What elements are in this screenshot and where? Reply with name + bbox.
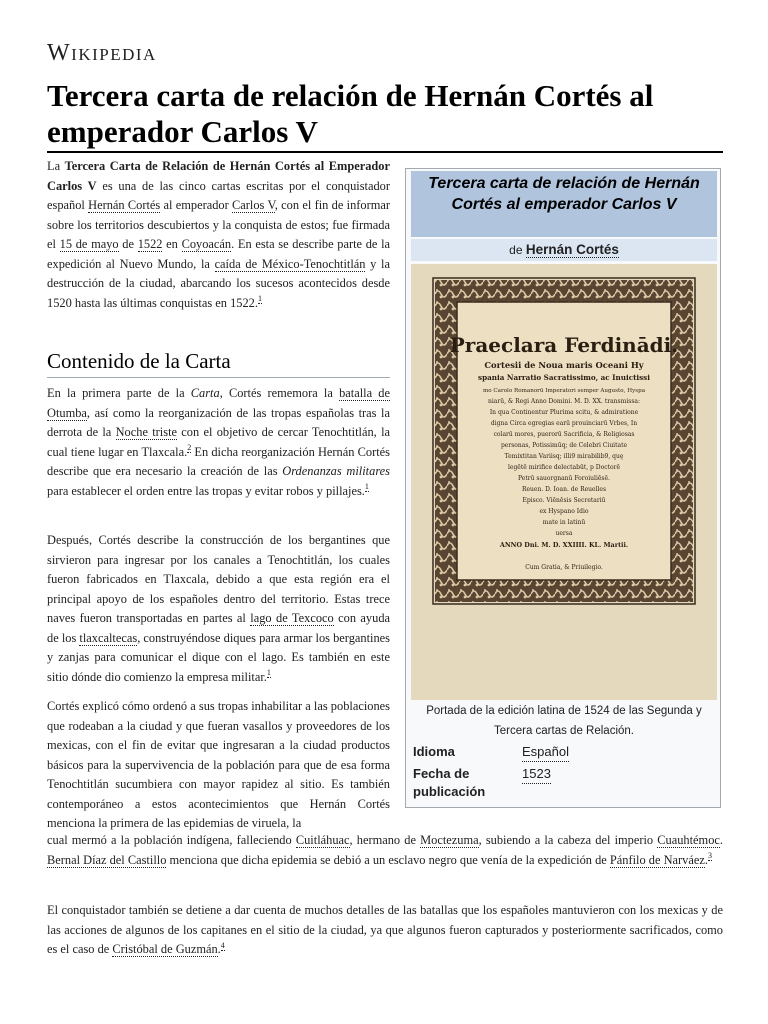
link-panfilo-de-narvaez[interactable]: Pánfilo de Narváez <box>609 852 705 867</box>
text: al emperador <box>160 198 233 212</box>
text: con el objetivo de cercar Tenochtitlán, la cual tiene lugar en Tlaxcala. <box>47 425 391 459</box>
link-15-de-mayo[interactable]: 15 de mayo <box>59 237 119 251</box>
text: , con el fin de informar sobre los territorios descubiertos y la conquista de estos; fue firmada el <box>47 198 390 251</box>
cover-text-line: Episco. Viēnēsis Secretariū <box>522 497 606 504</box>
infobox-label: Idioma <box>413 744 455 759</box>
text: en <box>162 237 182 251</box>
reference-link[interactable]: 4 <box>220 940 225 950</box>
text: menciona que dicha epidemia se debió a un esclavo negro que venía de la expedición de <box>166 852 610 867</box>
text: El conquistador también se detiene a dar cuenta de muchos detalles de las batallas que los españoles mantuvieron con los mexicas y de las acciones de algunos de los capitanes en el sitio de la ciudad, ya que algunos fueron capturados y posteriormente sacrificados, como es el caso de <box>47 903 723 956</box>
text: de <box>118 237 138 251</box>
cover-text-line: ANNO Dni. M. D. XXIIII. KL. Martii. <box>499 541 629 549</box>
link-cristobal-de-guzman[interactable]: Cristóbal de Guzmán <box>112 942 218 956</box>
text: . <box>704 852 708 867</box>
link-1522[interactable]: 1522 <box>137 237 163 251</box>
link-coyoacan[interactable]: Coyoacán <box>181 237 232 251</box>
link-moctezuma[interactable]: Moctezuma <box>420 833 479 847</box>
link-carlos-v[interactable]: Carlos V <box>232 198 275 212</box>
cover-text-line: uersa <box>555 530 573 537</box>
intro-paragraph <box>47 157 390 313</box>
cover-text-line: mo Carolo Romanorū Imperatori semper Augusto, Hyspa <box>482 388 646 394</box>
cover-text-line: Petrū sauorgnanū Foroiuliēsē. <box>518 475 610 482</box>
text: Después, Cortés describe la construcción de los bergantines que sirvieron para ingresar por los canales a Tenochtitlán, los cuales fueron fabricados en Tlaxcala, debido a que esta región era el principal apoyo de los españoles dentro del territorio. Estas trece naves fueron transportadas en partes al <box>47 533 390 625</box>
link-bernal-diaz-del-castillo[interactable]: Bernal Díaz del Castillo <box>47 852 167 867</box>
link-cuitlahuac[interactable]: Cuitláhuac <box>295 833 350 847</box>
cover-text-line: Reuen. D. Ioan. de Reuelles <box>521 486 607 493</box>
text: , construyéndose diques para armar los bergantines y zanjas para comunicar el dique con el lago. Es también en este sitio dónde dio comienzo la empresa militar. <box>47 630 391 684</box>
cover-text-line: In qua Continentur Plurima scitu, & admiratione <box>489 409 639 416</box>
link-noche-triste[interactable]: Noche triste <box>115 425 178 439</box>
infobox-label: Fecha de publicación <box>413 766 486 799</box>
text: . <box>217 942 221 956</box>
italic-text: Ordenanzas militares <box>282 464 391 478</box>
link-lago-de-texcoco[interactable]: lago de Texcoco <box>250 611 334 625</box>
paragraph-1 <box>47 384 390 501</box>
article-subject-bold: Tercera Carta de Relación de Hernán Cortés al Emperador Carlos V <box>47 159 390 193</box>
paragraph-4 <box>47 901 723 960</box>
text: con ayuda de los <box>47 611 391 645</box>
text: , Cortés rememora la <box>219 386 340 400</box>
reference-link[interactable]: 1 <box>257 294 262 304</box>
reference-link[interactable]: 1 <box>266 668 271 678</box>
image-caption: Portada de la edición latina de 1524 de las Segunda y Tercera cartas de Relación. <box>426 705 702 737</box>
author-prefix: de <box>509 243 526 257</box>
text: , así como la reorganización de las tropas españolas tras la derrota de la <box>47 405 390 439</box>
reference-link[interactable]: 3 <box>707 851 712 861</box>
paragraph-3-continued <box>47 831 723 870</box>
cover-text-line: colarū mores, puerorū Sacrificia, & Religiosas <box>493 431 635 438</box>
section-heading: Contenido de la Carta <box>47 348 390 378</box>
text: . En esta se describe parte de la expedición al Nuevo Mundo, la <box>47 237 391 271</box>
title-divider <box>47 151 723 153</box>
reference-link[interactable]: 1 <box>364 482 369 492</box>
link-author-hernan-cortes[interactable]: Hernán Cortés <box>525 242 619 257</box>
text: cual mermó a la población indígena, falleciendo <box>47 833 296 847</box>
cover-text-line: Cum Gratia, & Priuilegio. <box>525 564 603 571</box>
cover-text-line: personas, Potissimūq; de Celebri Ciuitate <box>500 442 628 449</box>
link-cuauhtemoc[interactable]: Cuauhtémoc <box>657 833 720 847</box>
link-hernan-cortes[interactable]: Hernán Cortés <box>88 198 161 212</box>
cover-text-line: legētē mirifice delectabūt, p Doctorē <box>507 464 621 471</box>
text: y la destrucción de la ciudad, abarcando los sucesos acontecidos desde 1520 hasta las últimas conquistas en 1522. <box>47 256 390 310</box>
cover-text-line: niarū, & Regi Anno Domini. M. D. XX. transmissa: <box>488 398 640 405</box>
cover-text-line: digna Circa egregias earū prouinciarū Vrbes, In <box>490 420 638 427</box>
link-espanol[interactable]: Español <box>522 743 569 762</box>
cover-text-line: mate in latinū <box>542 519 586 526</box>
cover-text-line: Praeclara Ferdinādi. <box>449 333 679 357</box>
cover-text-line: spania Narratio Sacratissimo, ac Inuictissi <box>478 373 650 382</box>
text: Cortés explicó cómo ordenó a sus tropas inhabilitar a las poblaciones que rodeaban a la ciudad y que fueran vasallos y proveedores de los mexicas, con el fin de evitar que ingresaran a la ciudad productos básicos para la supervivencia de la población para que de esa forma Tenochtitlán sucumbiera con mayor rapidez al sitio. Es también contemporáneo a estos acontecimientos que Hernán Cortés menciona la primera de las epidemias de viruela, la <box>47 699 390 830</box>
book-cover-image[interactable] <box>411 264 717 700</box>
cover-text-line: Cortesii de Noua maris Oceani Hy <box>484 360 644 370</box>
cover-text-line: ex Hyspano Idio <box>539 508 589 515</box>
reference-link[interactable]: 2 <box>187 443 192 453</box>
infobox-title: Tercera carta de relación de Hernán Cortés al emperador Carlos V <box>411 171 717 237</box>
text: es una de las cinco cartas escritas por el conquistador español <box>47 178 390 212</box>
link-1523[interactable]: 1523 <box>522 765 551 784</box>
link-caida-de-mexico[interactable]: caída de México-Tenochtitlán <box>214 256 366 271</box>
wikipedia-logo[interactable]: Wikipedia <box>47 40 157 66</box>
text: La <box>47 159 65 173</box>
paragraph-2 <box>47 531 390 687</box>
link-tlaxcaltecas[interactable]: tlaxcaltecas <box>79 630 138 645</box>
italic-text: Carta <box>190 386 220 400</box>
paragraph-3 <box>47 697 390 834</box>
text: para establecer el orden entre las tropas y evitar robos y pillajes. <box>47 483 365 498</box>
cover-text-line: Temixtitan Variisq; illi9 mirabilib9, quę <box>504 453 624 460</box>
link-batalla-de-otumba[interactable]: batalla de Otumba <box>47 386 390 420</box>
infobox <box>405 168 721 808</box>
page-title: Tercera carta de relación de Hernán Cortés al emperador Carlos V <box>47 78 654 149</box>
text: En dicha reorganización Hernán Cortés describe que era necesario la creación de las <box>47 444 390 478</box>
text: , hermano de <box>349 833 421 847</box>
text: En la primera parte de la <box>47 386 191 400</box>
text: . <box>719 833 723 847</box>
infobox-author <box>411 239 717 261</box>
text: , subiendo a la cabeza del imperio <box>478 833 658 847</box>
